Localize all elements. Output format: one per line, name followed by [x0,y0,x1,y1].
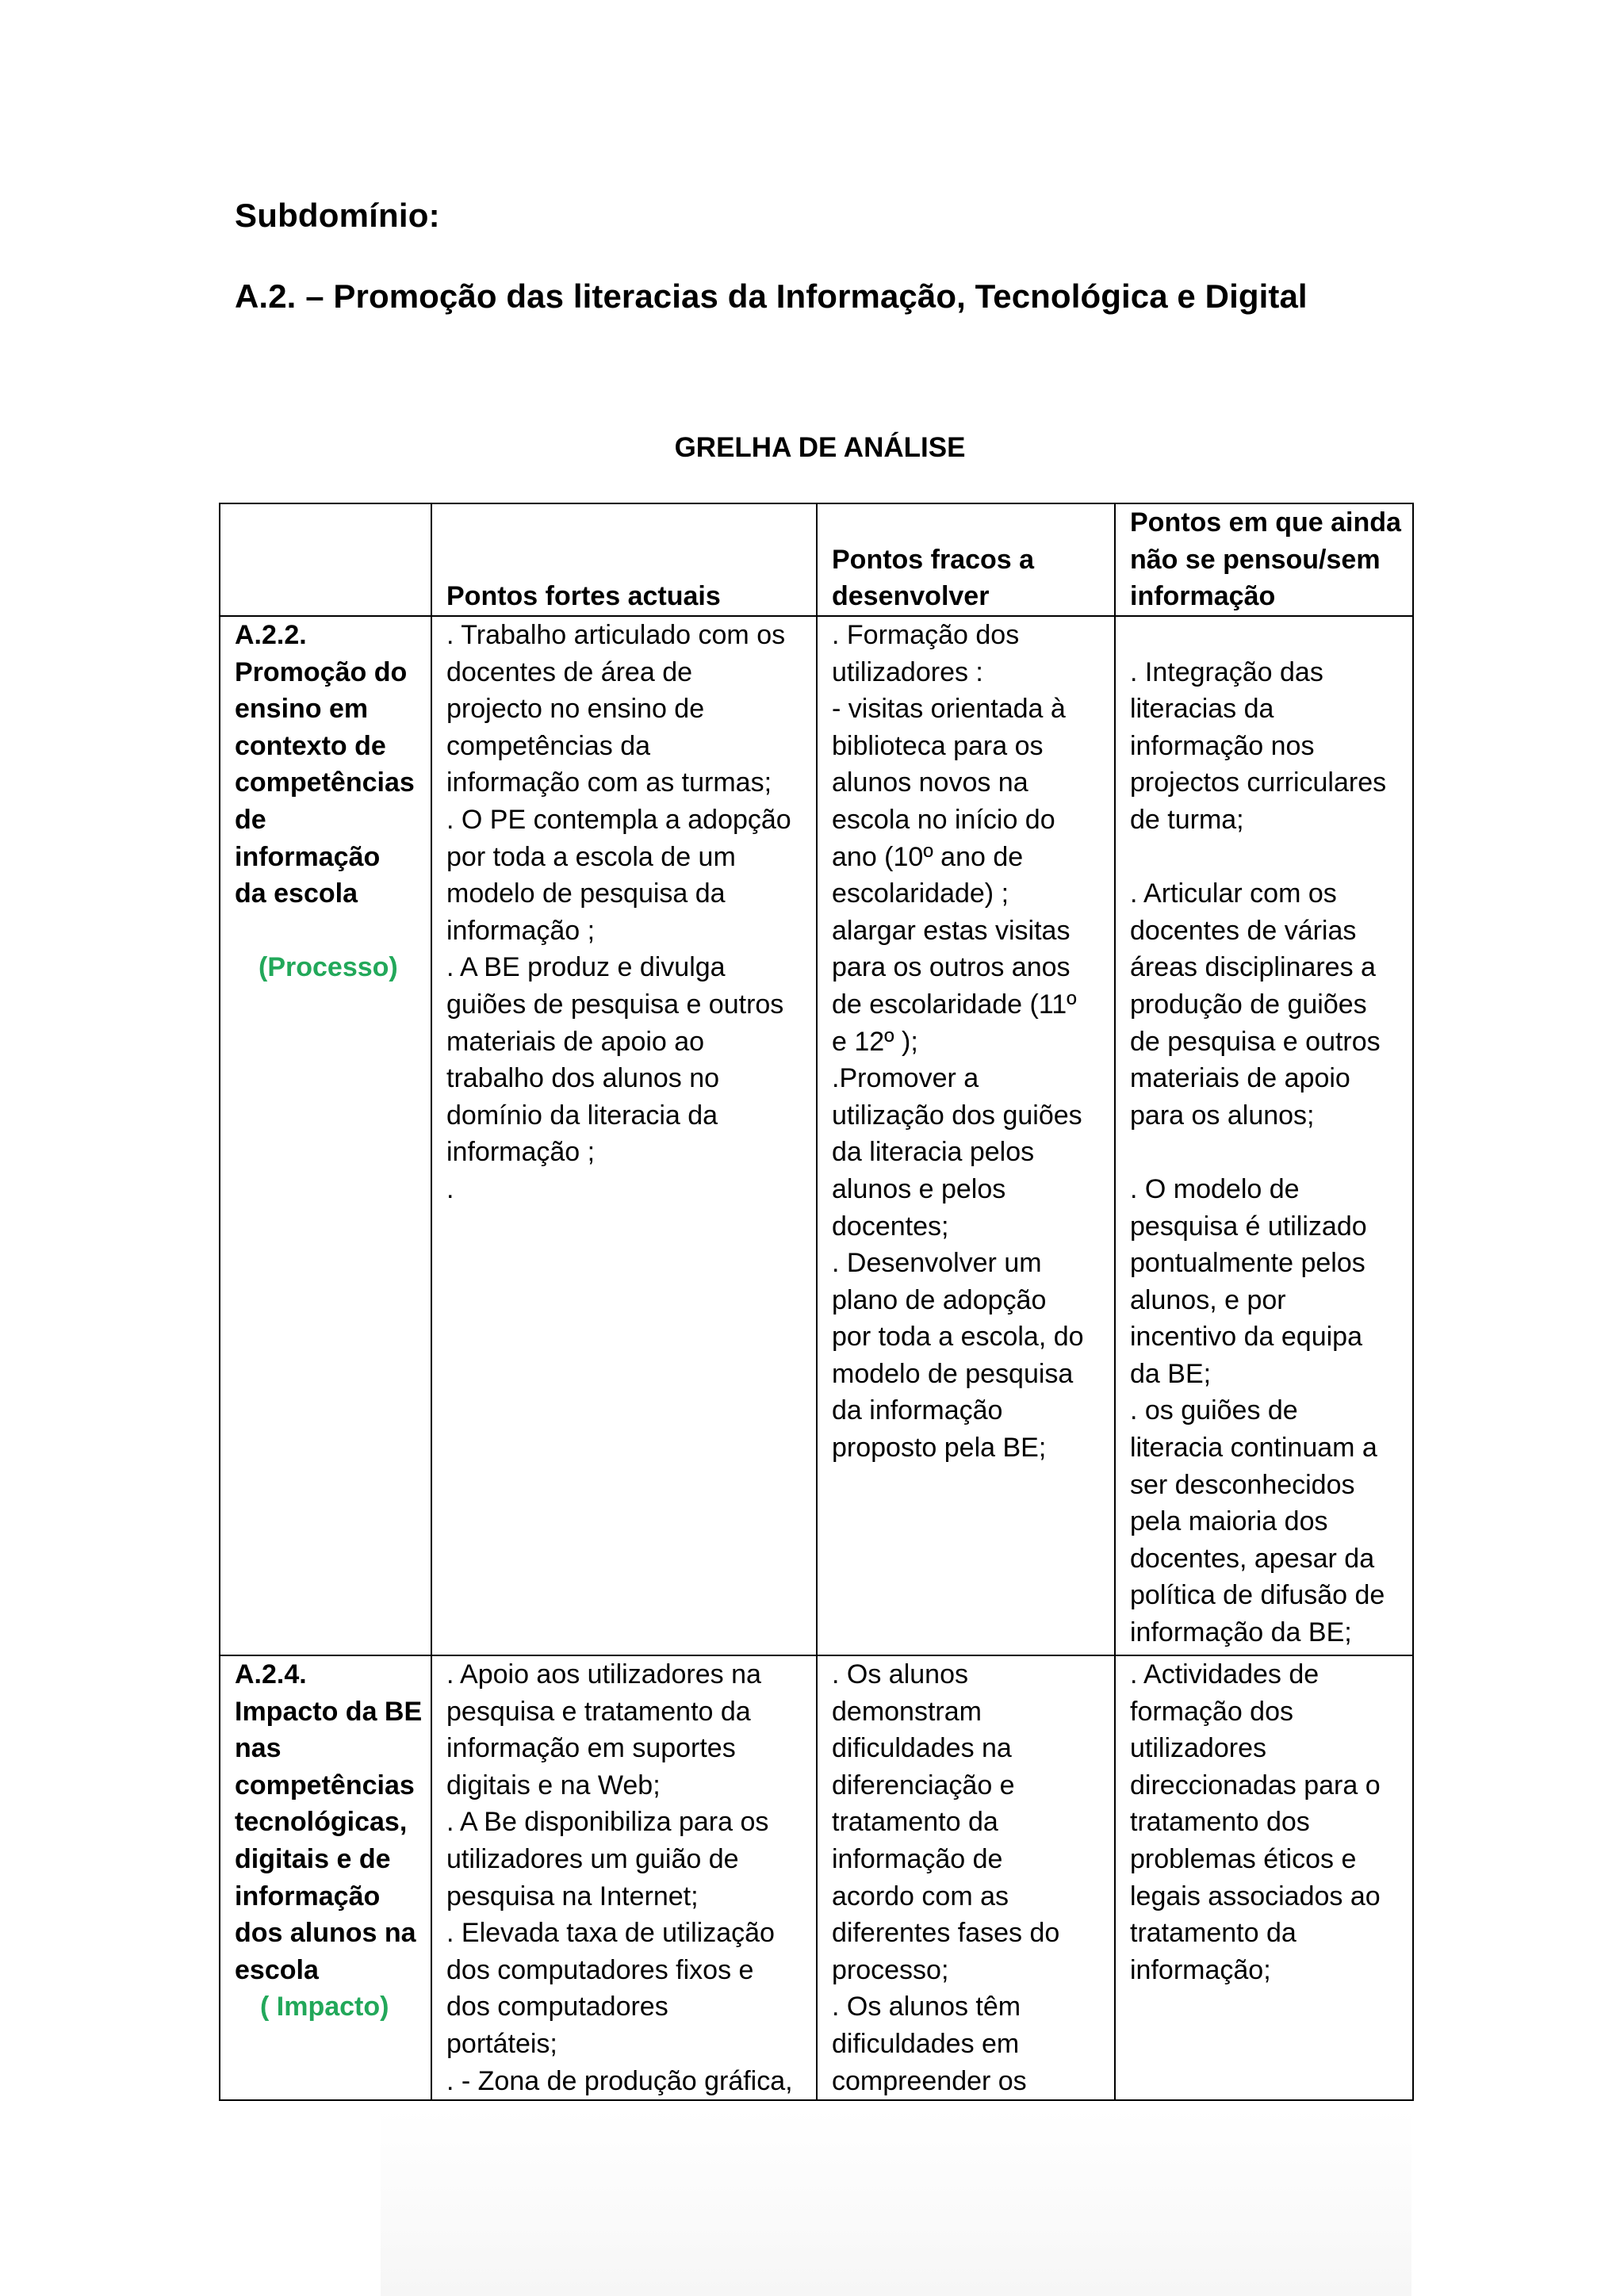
cell-text-line: e 12º ); [832,1026,918,1057]
cell-text-line: nas [235,1733,282,1764]
table-row-a24 [220,1655,1413,2100]
table-row-a22 [220,616,1413,1655]
cell-text-line: compreender os [832,2065,1027,2096]
cell-text-line: Impacto da BE [235,1696,423,1727]
cell-text-line: . Articular com os [1130,878,1337,909]
header-weaknesses [817,503,1115,616]
cell-text-line: . A BE produz e divulga [446,952,726,983]
cell-text-line: política de difusão de [1130,1580,1385,1611]
weaknesses-cell-a22 [817,616,1115,1655]
cell-text-line: tratamento da [832,1807,998,1838]
cell-text-line: modelo de pesquisa da [446,878,726,909]
cell-text-line: informação ; [446,915,596,946]
header-strengths [431,503,817,616]
cell-text-line: biblioteca para os [832,730,1044,761]
cell-text-line: diferentes fases do [832,1918,1060,1949]
cell-text-line: domínio da literacia da [446,1100,718,1131]
weaknesses-cell-a24 [817,1655,1115,2100]
cell-text-line: ano (10º ano de [832,841,1024,872]
cell-text-line: utilizadores [1130,1733,1266,1764]
cell-text-line: problemas éticos e [1130,1843,1357,1874]
cell-text-line: . A Be disponibiliza para os [446,1807,769,1838]
cell-text-line: Promoção do [235,656,408,687]
cell-text-line: informação [1130,581,1276,612]
cell-text-line: tratamento da [1130,1918,1297,1949]
header-not-considered [1115,503,1413,616]
cell-text-line: demonstram [832,1696,982,1727]
cell-text-line: Pontos fortes actuais [446,581,721,612]
cell-text-line: ensino em [235,694,369,725]
indicator-tag-impacto: ( Impacto) [260,1992,389,2022]
cell-text-line: informação; [1130,1954,1271,1985]
cell-text-line: da literacia pelos [832,1137,1035,1168]
cell-text-line: . Elevada taxa de utilização [446,1918,775,1949]
cell-text-line: Pontos em que ainda [1130,507,1401,538]
cell-text-line: docentes de várias [1130,915,1357,946]
cell-text-line: . os guiões de [1130,1395,1298,1426]
cell-text-line: para os outros anos [832,952,1071,983]
cell-text-line: trabalho dos alunos no [446,1063,720,1094]
cell-text-line: formação dos [1130,1696,1293,1727]
cell-text-line: de turma; [1130,804,1244,835]
grid-title: GRELHA DE ANÁLISE [674,432,966,463]
not-considered-a22 [1130,654,1401,1651]
cell-text-line: informação em suportes [446,1733,736,1764]
cell-text-line: escola [235,1954,319,1985]
cell-text-line: guiões de pesquisa e outros [446,989,784,1020]
cell-text-line: informação [235,841,381,872]
cell-text-line: literacias da [1130,694,1274,725]
cell-text-line: para os alunos; [1130,1100,1315,1131]
cell-text-line: alargar estas visitas [832,915,1071,946]
cell-text-line: docentes de área de [446,656,693,687]
cell-text-line: dos computadores [446,1992,668,2022]
cell-text-line: . Apoio aos utilizadores na [446,1659,761,1689]
cell-text-line: direccionadas para o [1130,1770,1381,1800]
cell-text-line: produção de guiões [1130,989,1367,1020]
not-considered-cell-a22 [1115,616,1413,1655]
cell-text-line: . O PE contempla a adopção [446,804,791,835]
cell-text-line: plano de adopção [832,1284,1047,1315]
cell-text-line: projecto no ensino de [446,694,705,725]
cell-text-line [1130,1134,1401,1171]
cell-text-line: da escola [235,878,358,909]
cell-text-line: . Trabalho articulado com os [446,620,786,650]
cell-text-line: por toda a escola, do [832,1322,1084,1353]
cell-text-line: dificuldades em [832,2028,1020,2059]
cell-text-line: de escolaridade (11º [832,989,1077,1020]
cell-text-line: . O modelo de [1130,1173,1300,1204]
cell-text-line: alunos novos na [832,767,1028,798]
cell-text-line: pela maioria dos [1130,1506,1328,1537]
cell-text-line: digitais e na Web; [446,1770,661,1800]
cell-text-line: . Integração das [1130,656,1323,687]
cell-text-line: . - Zona de produção gráfica, [446,2065,793,2096]
subdomain-label: Subdomínio: [235,197,440,234]
cell-text-line: da BE; [1130,1358,1212,1389]
cell-text-line: da informação [832,1395,1003,1426]
cell-text-line: docentes; [832,1211,949,1242]
cell-text-line: materiais de apoio [1130,1063,1350,1094]
cell-text-line: . Os alunos têm [832,1992,1021,2022]
cell-text-line: contexto de [235,730,386,761]
cell-text-line: . Desenvolver um [832,1248,1042,1279]
cell-text-line: informação [235,1881,381,1911]
cell-text-line: diferenciação e [832,1770,1015,1800]
strengths-cell-a24 [431,1655,817,2100]
cell-text-line: competências da [446,730,651,761]
cell-text-line: alunos, e por [1130,1284,1286,1315]
cell-text-line: docentes, apesar da [1130,1543,1375,1574]
cell-text-line: ser desconhecidos [1130,1469,1355,1500]
cell-text-line: escolaridade) ; [832,878,1009,909]
cell-text-line: informação com as turmas; [446,767,772,798]
cell-text-line: A.2.4. [235,1659,307,1689]
strengths-cell-a22 [431,616,817,1655]
cell-text-line: informação ; [446,1137,596,1168]
cell-text-line: informação da BE; [1130,1617,1352,1648]
indicator-tag-processo: (Processo) [259,952,398,983]
cell-text-line: dos computadores fixos e [446,1954,754,1985]
subdomain-title: A.2. – Promoção das literacias da Informação, Tecnológica e Digital [235,277,1308,315]
cell-text-line: competências [235,767,415,798]
cell-text-line: materiais de apoio ao [446,1026,705,1057]
cell-text-line: desenvolver [832,581,990,612]
cell-text-line: não se pensou/sem [1130,544,1381,575]
cell-text-line: processo; [832,1954,949,1985]
cell-text-line: dos alunos na [235,1918,416,1949]
cell-text-line: . [446,1173,454,1204]
cell-text-line: Pontos fracos a [832,544,1035,575]
cell-text-line: A.2.2. [235,620,307,650]
cell-text-line: alunos e pelos [832,1173,1006,1204]
cell-text-line: acordo com as [832,1881,1009,1911]
cell-text-line: tecnológicas, [235,1807,408,1838]
cell-text-line: . Formação dos [832,620,1020,650]
page-background-shade [381,2109,1411,2296]
cell-text-line: digitais e de [235,1843,391,1874]
cell-text-line: por toda a escola de um [446,841,736,872]
not-considered-cell-a24 [1115,1655,1413,2100]
cell-text-line: proposto pela BE; [832,1433,1047,1464]
cell-text-line: informação de [832,1843,1003,1874]
cell-text-line: dificuldades na [832,1733,1012,1764]
cell-text-line: . Os alunos [832,1659,968,1689]
table-header-row [220,503,1413,616]
cell-text-line [1130,839,1401,876]
indicator-cell-a24 [220,1655,431,2100]
cell-text-line: utilizadores : [832,656,983,687]
indicator-a24 [235,1656,423,1988]
cell-text-line: .Promover a [832,1063,979,1094]
cell-text-line: incentivo da equipa [1130,1322,1363,1353]
cell-text-line: projectos curriculares [1130,767,1387,798]
cell-text-line: pesquisa na Internet; [446,1881,699,1911]
cell-text-line: utilização dos guiões [832,1100,1082,1131]
cell-text-line: portáteis; [446,2028,557,2059]
cell-text-line: informação nos [1130,730,1315,761]
cell-text-line: áreas disciplinares a [1130,952,1376,983]
cell-text-line: - visitas orientada à [832,694,1066,725]
cell-text-line: de [235,804,266,835]
cell-text-line: literacia continuam a [1130,1433,1377,1464]
cell-text-line: tratamento dos [1130,1807,1310,1838]
indicator-cell-a22 [220,616,431,1655]
cell-text-line: utilizadores um guião de [446,1843,739,1874]
cell-text-line: competências [235,1770,415,1800]
analysis-grid-table [219,503,1414,2101]
cell-text-line: . Actividades de [1130,1659,1320,1689]
cell-text-line: modelo de pesquisa [832,1358,1074,1389]
cell-text-line: pontualmente pelos [1130,1248,1365,1279]
header-empty-cell [220,503,431,616]
cell-text-line: pesquisa e tratamento da [446,1696,751,1727]
cell-text-line: escola no início do [832,804,1055,835]
indicator-a22 [235,617,419,913]
cell-text-line: de pesquisa e outros [1130,1026,1381,1057]
cell-text-line: legais associados ao [1130,1881,1381,1911]
cell-text-line: pesquisa é utilizado [1130,1211,1367,1242]
